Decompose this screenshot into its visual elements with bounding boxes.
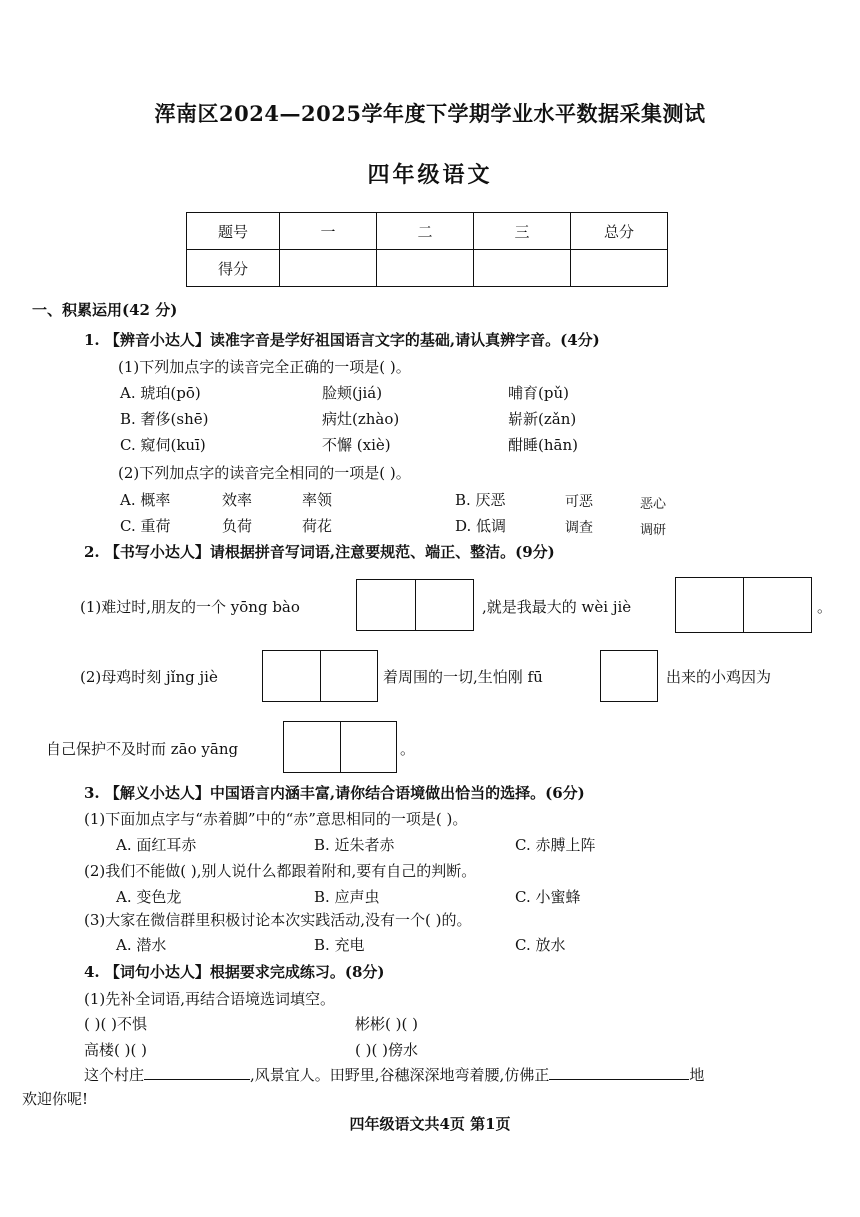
option-text: 酣睡(hān) [508,436,578,454]
question-2-line-2-end: 出来的小鸡因为 [666,668,772,686]
blank-line[interactable] [549,1065,689,1080]
question-1-part-2: (2)下列加点字的读音完全相同的一项是( )。 [118,464,411,482]
question-2-line-1-end: 。 [817,598,833,616]
option-text: C. 窥伺(kuī) [120,436,206,454]
page-title: 浑南区2024—2025学年度下学期学业水平数据采集测试 [154,101,706,126]
score-cell: 总分 [571,213,668,250]
score-table [186,212,668,287]
page-footer: 四年级语文共4页 第1页 [349,1115,511,1133]
option-text: 崭新(zǎn) [508,410,577,428]
option-text: C. 小蜜蜂 [515,888,581,906]
option-text: D. 低调 [455,517,507,535]
answer-box-zaoyang[interactable] [283,721,397,773]
option-text: B. 奢侈(shē) [120,410,209,428]
option-text: A. 面红耳赤 [116,836,197,854]
word-fill-3: 高楼( )( ) [84,1041,147,1059]
score-cell: 题号 [187,213,280,250]
question-2-stem: 2. 【书写小达人】请根据拼音写词语,注意要规范、端正、整洁。(9分) [84,543,555,561]
score-cell: 一 [280,213,377,250]
sentence-text: ,风景宜人。田野里,谷穗深深地弯着腰,仿佛正 [250,1066,550,1084]
score-cell: 二 [377,213,474,250]
sentence-text: 这个村庄 [84,1066,145,1084]
question-3-stem: 3. 【解义小达人】中国语言内涵丰富,请你结合语境做出恰当的选择。(6分) [84,784,585,802]
question-3-part-3: (3)大家在微信群里积极讨论本次实践活动,没有一个( )的。 [84,911,472,929]
question-4-part-1: (1)先补全词语,再结合语境选词填空。 [84,990,336,1008]
option-text: A. 概率 [120,491,171,509]
blank-line[interactable] [144,1065,250,1080]
option-text: A. 潜水 [116,936,167,954]
option-text: 效率 [222,491,253,509]
question-2-line-3-end: 。 [400,740,416,758]
option-text: 恶心 [640,497,667,512]
question-4-stem: 4. 【词句小达人】根据要求完成练习。(8分) [84,963,385,981]
option-text: B. 厌恶 [455,491,506,509]
question-3-part-1: (1)下面加点字与“赤着脚”中的“赤”意思相同的一项是( )。 [84,810,468,828]
score-input-cell[interactable] [377,250,474,287]
section-heading: 一、积累运用(42 分) [32,301,178,319]
option-text: 调查 [565,520,593,536]
question-2-line-2-mid: 着周围的一切,生怕刚 fū [383,668,543,686]
option-text: 病灶(zhào) [322,410,400,428]
answer-box-jingjie[interactable] [262,650,378,702]
question-2-line-3: 自己保护不及时而 zāo yāng [46,740,239,758]
option-text: B. 应声虫 [314,888,380,906]
score-cell: 得分 [187,250,280,287]
question-4-sentence-cont: 欢迎你呢! [22,1090,89,1108]
option-text: 调研 [640,523,667,538]
score-table-header-row [187,213,668,250]
option-text: 荷花 [302,517,333,535]
option-text: 可恶 [565,494,593,510]
question-1-stem: 1. 【辨音小达人】读准字音是学好祖国语言文字的基础,请认真辨字音。(4分) [84,331,600,349]
score-input-cell[interactable] [571,250,668,287]
option-text: A. 变色龙 [116,888,182,906]
question-1-part-1: (1)下列加点字的读音完全正确的一项是( )。 [118,358,411,376]
score-input-cell[interactable] [474,250,571,287]
question-2-line-1: (1)难过时,朋友的一个 yōng bào [80,598,300,616]
option-text: C. 赤膊上阵 [515,836,596,854]
answer-box-weijie[interactable] [675,577,812,633]
page-subtitle: 四年级语文 [367,162,493,188]
question-2-line-2: (2)母鸡时刻 jǐng jiè [80,668,218,686]
sentence-text: 地 [689,1066,705,1084]
option-text: B. 近朱者赤 [314,836,395,854]
option-text: A. 琥珀(pō) [120,384,201,402]
option-text: 不懈 (xiè) [322,436,391,454]
question-4-sentence [84,1064,704,1085]
option-text: 率领 [302,491,333,509]
score-table-score-row [187,250,668,287]
word-fill-1: ( )( )不惧 [84,1015,147,1033]
option-text: B. 充电 [314,936,365,954]
answer-box-yongbao[interactable] [356,579,474,631]
word-fill-2: 彬彬( )( ) [355,1015,418,1033]
question-3-part-2: (2)我们不能做( ),别人说什么都跟着附和,要有自己的判断。 [84,862,477,880]
option-text: C. 重荷 [120,517,171,535]
question-2-line-1-mid: ,就是我最大的 wèi jiè [482,598,632,616]
score-cell: 三 [474,213,571,250]
option-text: 脸颊(jiá) [322,384,383,402]
option-text: 哺育(pǔ) [508,384,569,402]
score-input-cell[interactable] [280,250,377,287]
option-text: C. 放水 [515,936,566,954]
option-text: 负荷 [222,517,253,535]
answer-box-fu[interactable] [600,650,658,702]
word-fill-4: ( )( )傍水 [355,1041,418,1059]
